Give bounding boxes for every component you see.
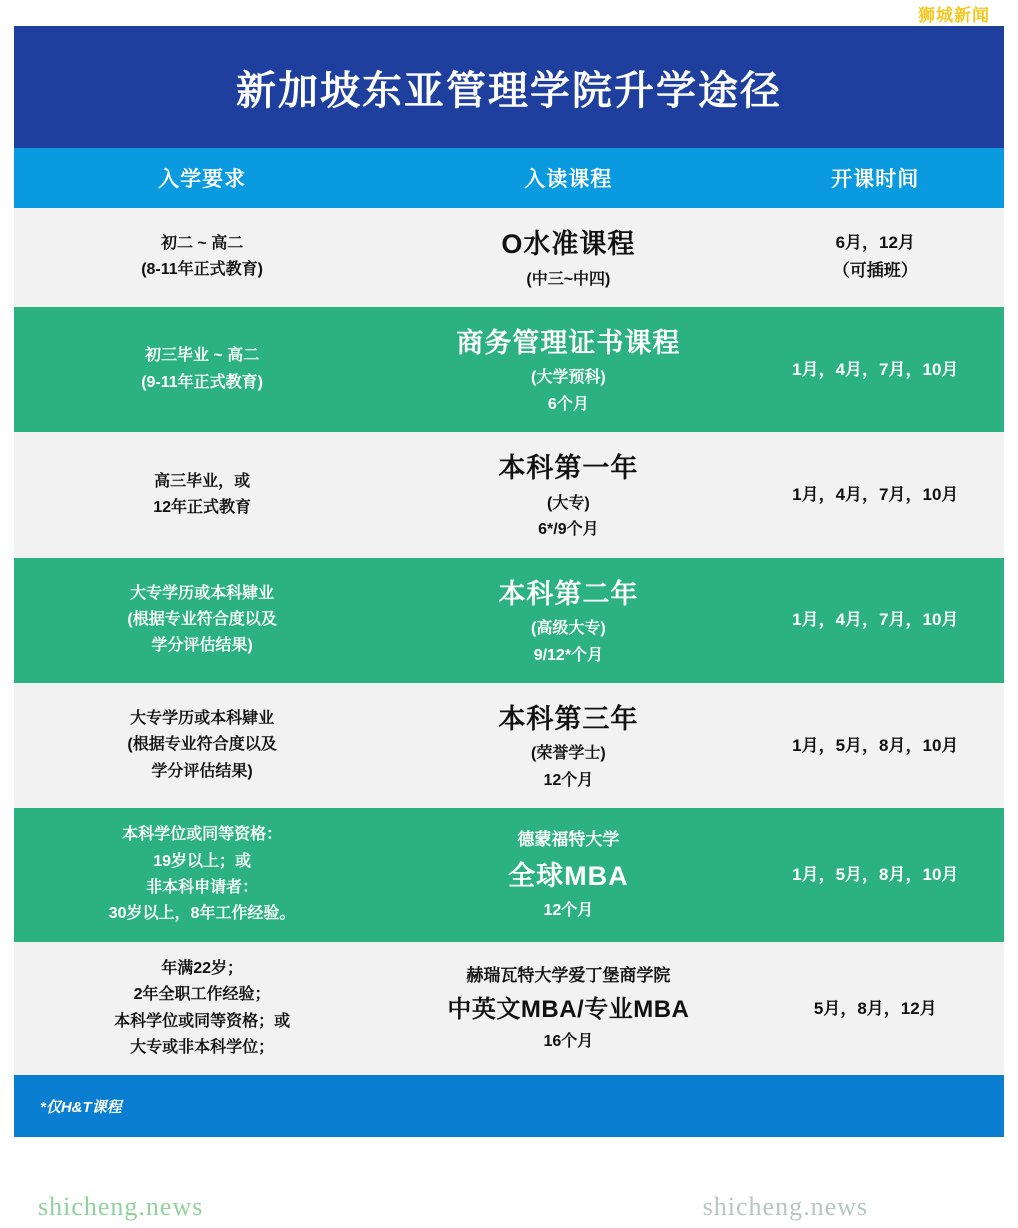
column-header-intake: 开课时间 bbox=[747, 148, 1004, 208]
table-row bbox=[14, 683, 1004, 808]
program-cell: 德蒙福特大学 全球MBA 12个月 bbox=[390, 808, 746, 942]
program-cell: 赫瑞瓦特大学爱丁堡商学院 中英文MBA/专业MBA 16个月 bbox=[390, 942, 746, 1076]
intake-cell: 1月，5月，8月，10月 bbox=[747, 683, 1004, 808]
requirement-cell: 大专学历或本科肄业 (根据专业符合度以及 学分评估结果) bbox=[14, 683, 390, 808]
program-cell: 商务管理证书课程 (大学预科) 6个月 bbox=[390, 307, 746, 432]
watermark-right: shicheng.news bbox=[702, 1192, 868, 1221]
intake-cell: 5月，8月，12月 bbox=[747, 942, 1004, 1076]
table-row bbox=[14, 208, 1004, 307]
requirement-cell: 初二 ~ 高二 (8-11年正式教育) bbox=[14, 208, 390, 307]
site-logo: 狮城新闻 bbox=[918, 5, 990, 25]
intake-cell: 1月，5月，8月，10月 bbox=[747, 808, 1004, 942]
table-body bbox=[14, 208, 1004, 1075]
program-cell: 本科第二年 (高级大专) 9/12*个月 bbox=[390, 558, 746, 683]
program-cell: O水准课程 (中三~中四) bbox=[390, 208, 746, 307]
pathway-table bbox=[14, 148, 1004, 1075]
requirement-cell: 大专学历或本科肄业 (根据专业符合度以及 学分评估结果) bbox=[14, 558, 390, 683]
watermark-left: shicheng.news bbox=[38, 1192, 204, 1221]
table-row bbox=[14, 558, 1004, 683]
title-banner bbox=[14, 26, 1004, 148]
program-cell: 本科第三年 (荣誉学士) 12个月 bbox=[390, 683, 746, 808]
table-header bbox=[14, 148, 1004, 208]
intake-cell: 1月，4月，7月，10月 bbox=[747, 432, 1004, 557]
intake-cell: 6月，12月 （可插班） bbox=[747, 208, 1004, 307]
column-header-program: 入读课程 bbox=[390, 148, 746, 208]
table-row bbox=[14, 808, 1004, 942]
intake-cell: 1月，4月，7月，10月 bbox=[747, 558, 1004, 683]
requirement-cell: 初三毕业 ~ 高二 (9-11年正式教育) bbox=[14, 307, 390, 432]
column-header-requirement: 入学要求 bbox=[14, 148, 390, 208]
table-row bbox=[14, 307, 1004, 432]
table-header-row bbox=[14, 148, 1004, 208]
requirement-cell: 高三毕业，或 12年正式教育 bbox=[14, 432, 390, 557]
page-title: 新加坡东亚管理学院升学途径 bbox=[236, 68, 782, 113]
footnote-text: *仅H&T课程 bbox=[40, 1098, 122, 1116]
brand-bar bbox=[14, 0, 1004, 26]
program-cell: 本科第一年 (大专) 6*/9个月 bbox=[390, 432, 746, 557]
table-row bbox=[14, 942, 1004, 1076]
footer-bar bbox=[14, 1075, 1004, 1137]
requirement-cell: 年满22岁； 2年全职工作经验； 本科学位或同等资格；或 大专或非本科学位； bbox=[14, 942, 390, 1076]
intake-cell: 1月，4月，7月，10月 bbox=[747, 307, 1004, 432]
table-row bbox=[14, 432, 1004, 557]
requirement-cell: 本科学位或同等资格： 19岁以上；或 非本科申请者： 30岁以上，8年工作经验。 bbox=[14, 808, 390, 942]
